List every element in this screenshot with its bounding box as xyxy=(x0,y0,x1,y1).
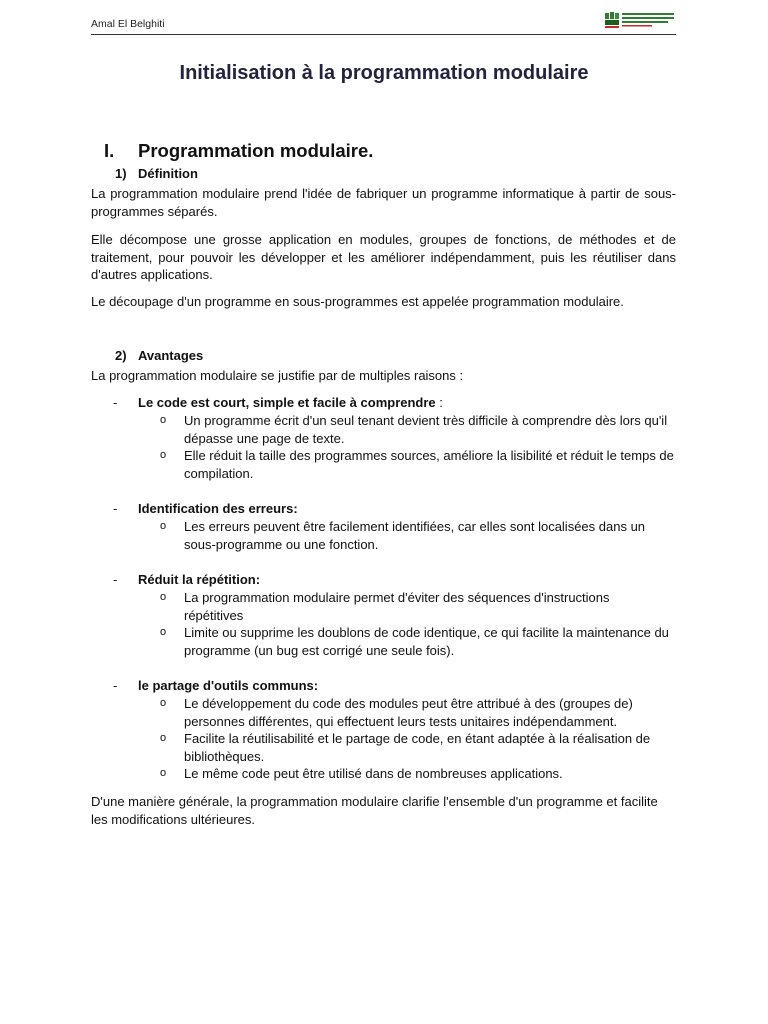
list-item: Elle réduit la taille des programmes sources, améliore la lisibilité et réduit le temps de compilation. xyxy=(184,448,674,481)
bullet-icon: o xyxy=(160,697,167,709)
bullet-icon: o xyxy=(160,449,167,461)
section-number: I. xyxy=(104,140,115,161)
group-heading-text: Le code est court, simple et facile à comprendre xyxy=(138,395,436,410)
list-item: Les erreurs peuvent être facilement identifiées, car elles sont localisées dans un sous-programme ou une fonction. xyxy=(184,519,646,552)
list-dash: - xyxy=(113,572,118,587)
list-item: La programmation modulaire permet d'éviter des séquences d'instructions répétitives xyxy=(184,590,610,623)
subsection-advantages-heading xyxy=(115,348,203,363)
bullet-icon: o xyxy=(160,520,167,532)
list-dash: - xyxy=(113,395,118,410)
list-item: Limite ou supprime les doublons de code identique, ce qui facilite la maintenance du programme (un bug est corrigé une seule fois). xyxy=(184,625,669,658)
section-title: Programmation modulaire. xyxy=(138,140,374,161)
section-heading xyxy=(104,140,373,162)
conclusion-paragraph: D'une manière générale, la programmation modulaire clarifie l'ensemble d'un programme et facilite les modifications ultérieures. xyxy=(91,794,658,827)
list-group-heading: le partage d'outils communs: xyxy=(138,678,319,693)
subsection-definition-heading xyxy=(115,166,198,181)
list-item: Le développement du code des modules peut être attribué à des (groupes de) personnes différentes, qui effectuent leurs tests unitaires indépendamment. xyxy=(184,696,633,729)
list-item: Le même code peut être utilisé dans de nombreuses applications. xyxy=(184,766,563,781)
subsection-number: 1) xyxy=(115,166,127,181)
list-item: Un programme écrit d'un seul tenant devient très difficile à comprendre dès lors qu'il dépasse une page de texte. xyxy=(184,413,668,446)
paragraph: La programmation modulaire prend l'idée de fabriquer un programme informatique à partir de sous-programmes séparés. xyxy=(91,186,676,219)
subsection-title: Avantages xyxy=(138,348,204,363)
list-group-heading: Identification des erreurs: xyxy=(138,501,298,516)
bullet-icon: o xyxy=(160,732,167,744)
document-title: Initialisation à la programmation modulaire xyxy=(179,62,589,84)
group-heading-suffix: : xyxy=(435,395,443,410)
school-logo xyxy=(604,11,676,29)
list-dash: - xyxy=(113,678,118,693)
bullet-icon: o xyxy=(160,767,167,779)
bullet-icon: o xyxy=(160,626,167,638)
advantages-intro: La programmation modulaire se justifie par de multiples raisons : xyxy=(91,368,464,383)
bullet-icon: o xyxy=(160,414,167,426)
bullet-icon: o xyxy=(160,591,167,603)
list-dash: - xyxy=(113,501,118,516)
header-author: Amal El Belghiti xyxy=(91,18,165,30)
list-group-heading xyxy=(138,394,443,412)
header-rule xyxy=(91,34,676,35)
list-group-heading: Réduit la répétition: xyxy=(138,572,261,587)
paragraph: Le découpage d'un programme en sous-programmes est appelée programmation modulaire. xyxy=(91,294,624,309)
subsection-title: Définition xyxy=(138,166,198,181)
paragraph: Elle décompose une grosse application en modules, groupes de fonctions, de méthodes et de traitement, pour pouvoir les développer et les améliorer indépendamment, puis les réutiliser dans d'autres applications. xyxy=(91,232,676,282)
subsection-number: 2) xyxy=(115,348,127,363)
list-item: Facilite la réutilisabilité et le partage de code, en étant adaptée à la réalisation de bibliothèques. xyxy=(184,731,651,764)
